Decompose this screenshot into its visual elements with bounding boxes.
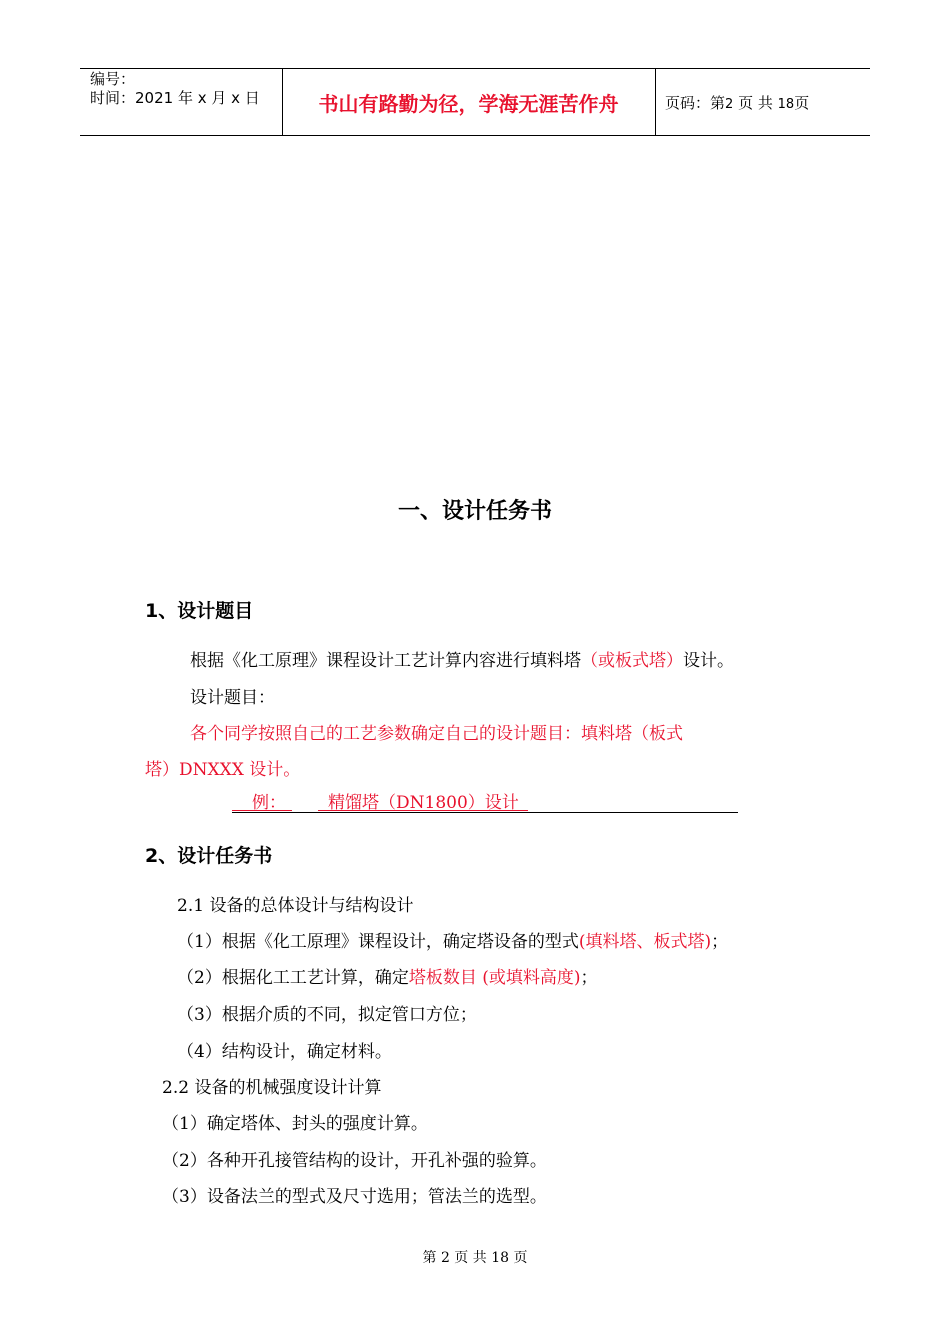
header-page-total: 18 — [777, 97, 795, 112]
task-item2-red: 塔板数目 (或填料高度) — [408, 968, 581, 988]
header-top-rule — [80, 68, 870, 69]
topic-heading: 1、设计题目 — [145, 600, 254, 622]
task-item2-text: （2）根据化工工艺计算，确定 — [177, 968, 409, 988]
task-item2 — [177, 963, 598, 988]
task-item1-end: ； — [711, 932, 729, 952]
task-item2-end: ； — [580, 968, 598, 988]
header-bottom-rule — [80, 135, 870, 136]
example-label-underline — [232, 810, 292, 811]
header-time-label: 时间：2021 年 x 月 x 日 — [90, 89, 260, 107]
task-item1 — [177, 927, 728, 952]
task-item5: （1）确定塔体、封头的强度计算。 — [162, 1114, 428, 1134]
page-footer: 第 2 页 共 18 页 — [422, 1250, 528, 1266]
task-item4: （4）结构设计，确定材料。 — [177, 1042, 392, 1062]
header-page-prefix: 页码：第 — [665, 94, 726, 112]
header-page-mid: 页 共 — [738, 94, 773, 112]
task-item7: （3）设备法兰的型式及尺寸选用；管法兰的选型。 — [162, 1187, 547, 1207]
header-number-label: 编号： — [90, 70, 136, 88]
section-title: 一、设计任务书 — [397, 499, 552, 524]
header-page-suffix: 页 — [794, 94, 810, 112]
topic-example-text: 精馏塔（DN1800）设计 — [328, 793, 519, 813]
header-page-current: 2 — [725, 97, 734, 112]
topic-intro — [190, 646, 734, 671]
header-meta — [90, 70, 260, 108]
task-sub2: 2.2 设备的机械强度设计计算 — [162, 1078, 382, 1098]
topic-example-label: 例： — [252, 793, 286, 813]
topic-intro-text: 根据《化工原理》课程设计工艺计算内容进行填料塔 — [190, 651, 581, 671]
topic-intro-end: 设计。 — [683, 651, 734, 671]
header-motto: 书山有路勤为径，学海无涯苦作舟 — [318, 92, 619, 116]
topic-instruction-line1: 各个同学按照自己的工艺参数确定自己的设计题目：填料塔（板式 — [190, 724, 683, 744]
page-header — [80, 68, 870, 136]
task-item1-red: (填料塔、板式塔) — [578, 932, 712, 952]
header-page-number — [665, 92, 809, 113]
task-heading: 2、设计任务书 — [145, 845, 273, 867]
topic-intro-red: （或板式塔） — [581, 651, 683, 671]
example-text-underline — [318, 810, 528, 811]
topic-label: 设计题目： — [190, 688, 275, 708]
task-item3: （3）根据介质的不同，拟定管口方位； — [177, 1005, 477, 1025]
header-divider-right — [655, 68, 656, 136]
task-item6: （2）各种开孔接管结构的设计，开孔补强的验算。 — [162, 1151, 547, 1171]
task-sub1: 2.1 设备的总体设计与结构设计 — [177, 896, 414, 916]
task-item1-text: （1）根据《化工原理》课程设计，确定塔设备的型式 — [177, 932, 579, 952]
topic-instruction-line2: 塔）DNXXX 设计。 — [145, 760, 301, 780]
topic-example-line — [232, 788, 738, 813]
